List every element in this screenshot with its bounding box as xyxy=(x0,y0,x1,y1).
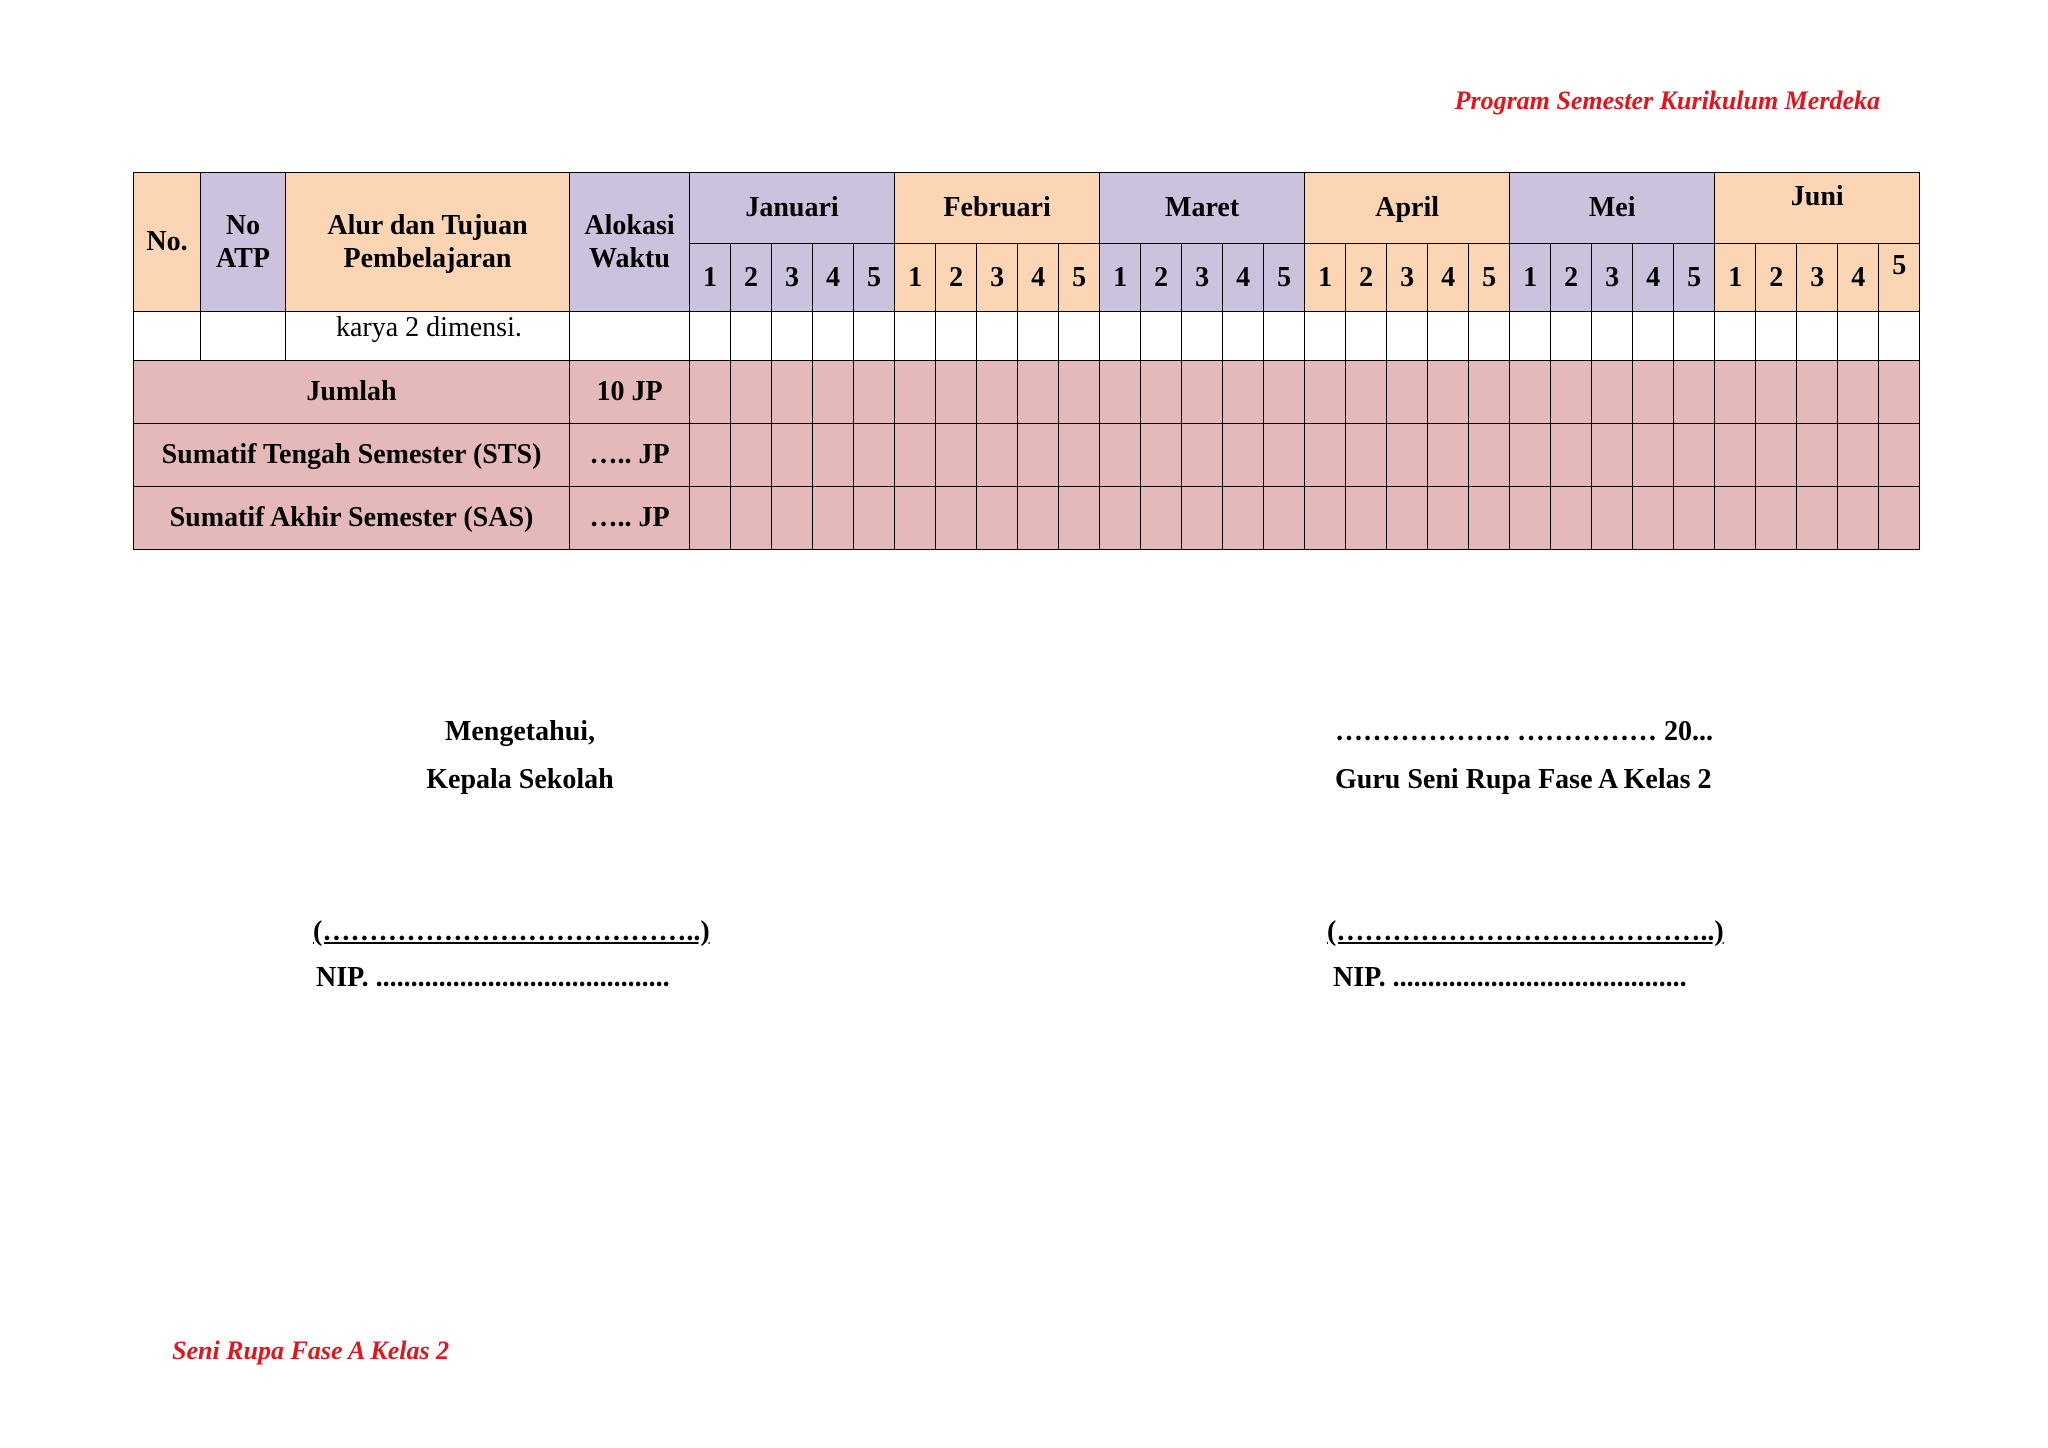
week-mei-1: 1 xyxy=(1510,244,1551,312)
signature-left-name: (…………………………………..) xyxy=(313,916,710,947)
data-week-cell xyxy=(1346,312,1387,361)
header-no: No. xyxy=(134,173,201,312)
week-januari-2: 2 xyxy=(731,244,772,312)
sts-week-cell xyxy=(772,424,813,487)
jumlah-week-cell xyxy=(1264,361,1305,424)
jumlah-week-cell xyxy=(854,361,895,424)
jumlah-week-cell xyxy=(1387,361,1428,424)
week-juni-2: 2 xyxy=(1756,244,1797,312)
jumlah-week-cell xyxy=(1838,361,1879,424)
signature-right-role: Guru Seni Rupa Fase A Kelas 2 xyxy=(1335,764,1712,795)
data-week-cell xyxy=(1100,312,1141,361)
sts-week-cell xyxy=(1551,424,1592,487)
sts-week-cell xyxy=(1510,424,1551,487)
jumlah-week-cell xyxy=(1879,361,1920,424)
sts-week-cell xyxy=(1141,424,1182,487)
sas-week-cell xyxy=(854,487,895,550)
data-week-cell xyxy=(1141,312,1182,361)
sts-week-cell xyxy=(1592,424,1633,487)
sts-week-cell xyxy=(1100,424,1141,487)
jumlah-week-cell xyxy=(1346,361,1387,424)
jumlah-week-cell xyxy=(1797,361,1838,424)
jumlah-week-cell xyxy=(1182,361,1223,424)
signature-left-caption: Mengetahui, xyxy=(444,716,596,747)
week-maret-1: 1 xyxy=(1100,244,1141,312)
sas-week-cell xyxy=(1346,487,1387,550)
week-april-4: 4 xyxy=(1428,244,1469,312)
semester-program-table xyxy=(133,172,1920,550)
data-week-cell xyxy=(1633,312,1674,361)
data-week-cell xyxy=(1551,312,1592,361)
header-alur-tujuan xyxy=(286,173,570,312)
sas-week-cell xyxy=(977,487,1018,550)
data-week-cell xyxy=(813,312,854,361)
jumlah-week-cell xyxy=(1633,361,1674,424)
jumlah-week-cell xyxy=(936,361,977,424)
jumlah-week-cell xyxy=(813,361,854,424)
jumlah-week-cell xyxy=(1756,361,1797,424)
data-week-cell xyxy=(1428,312,1469,361)
sts-week-cell xyxy=(1264,424,1305,487)
sts-week-cell xyxy=(1428,424,1469,487)
jumlah-week-cell xyxy=(1715,361,1756,424)
document-footer-title: Seni Rupa Fase A Kelas 2 xyxy=(172,1336,450,1365)
jumlah-week-cell xyxy=(772,361,813,424)
document-header-title: Program Semester Kurikulum Merdeka xyxy=(1454,86,1880,115)
jumlah-week-cell xyxy=(977,361,1018,424)
week-februari-4: 4 xyxy=(1018,244,1059,312)
jumlah-week-cell xyxy=(1305,361,1346,424)
sas-week-cell xyxy=(1264,487,1305,550)
header-no-atp-line2: ATP xyxy=(216,243,270,274)
data-week-cell xyxy=(731,312,772,361)
week-april-1: 1 xyxy=(1305,244,1346,312)
sas-week-cell xyxy=(1428,487,1469,550)
week-februari-5: 5 xyxy=(1059,244,1100,312)
data-week-cell xyxy=(1715,312,1756,361)
header-no-atp-line1: No xyxy=(225,210,261,241)
week-juni-5: 5 xyxy=(1879,244,1920,312)
data-week-cell xyxy=(1592,312,1633,361)
sas-week-cell xyxy=(1551,487,1592,550)
signature-right-date: ………………. …………… 20... xyxy=(1335,716,1713,747)
week-januari-1: 1 xyxy=(690,244,731,312)
sas-week-cell xyxy=(1223,487,1264,550)
week-juni-3: 3 xyxy=(1797,244,1838,312)
month-februari: Februari xyxy=(895,173,1100,244)
data-week-cell xyxy=(1182,312,1223,361)
data-week-cell xyxy=(1469,312,1510,361)
sts-week-cell xyxy=(1797,424,1838,487)
signature-left-role: Kepala Sekolah xyxy=(426,764,614,795)
week-april-2: 2 xyxy=(1346,244,1387,312)
week-maret-5: 5 xyxy=(1264,244,1305,312)
sas-week-cell xyxy=(1592,487,1633,550)
data-week-cell xyxy=(977,312,1018,361)
data-week-cell xyxy=(772,312,813,361)
signature-left-nip: NIP. .......................................... xyxy=(316,962,670,993)
data-week-cell xyxy=(1756,312,1797,361)
data-week-cell xyxy=(1305,312,1346,361)
sas-week-cell xyxy=(895,487,936,550)
sts-label: Sumatif Tengah Semester (STS) xyxy=(134,424,570,487)
data-week-cell xyxy=(1838,312,1879,361)
sts-week-cell xyxy=(1469,424,1510,487)
sas-week-cell xyxy=(731,487,772,550)
sts-week-cell xyxy=(1756,424,1797,487)
month-mei: Mei xyxy=(1510,173,1715,244)
sts-week-cell xyxy=(854,424,895,487)
data-week-cell xyxy=(895,312,936,361)
sas-week-cell xyxy=(1674,487,1715,550)
jumlah-week-cell xyxy=(690,361,731,424)
sts-week-cell xyxy=(1059,424,1100,487)
sts-week-cell xyxy=(1346,424,1387,487)
sas-week-cell xyxy=(1305,487,1346,550)
data-week-cell xyxy=(1510,312,1551,361)
sas-week-cell xyxy=(1838,487,1879,550)
jumlah-week-cell xyxy=(1141,361,1182,424)
sas-value: ….. JP xyxy=(570,487,690,550)
sts-week-cell xyxy=(1715,424,1756,487)
sas-week-cell xyxy=(1059,487,1100,550)
week-maret-4: 4 xyxy=(1223,244,1264,312)
sas-week-cell xyxy=(1715,487,1756,550)
sts-week-cell xyxy=(1305,424,1346,487)
jumlah-week-cell xyxy=(1469,361,1510,424)
week-februari-2: 2 xyxy=(936,244,977,312)
jumlah-week-cell xyxy=(1018,361,1059,424)
sts-week-cell xyxy=(1879,424,1920,487)
jumlah-week-cell xyxy=(731,361,772,424)
data-week-cell xyxy=(1223,312,1264,361)
sts-week-cell xyxy=(1387,424,1428,487)
cell-alur-text: karya 2 dimensi. xyxy=(286,312,570,361)
week-januari-4: 4 xyxy=(813,244,854,312)
jumlah-label: Jumlah xyxy=(134,361,570,424)
month-maret: Maret xyxy=(1100,173,1305,244)
week-april-5: 5 xyxy=(1469,244,1510,312)
jumlah-week-cell xyxy=(1100,361,1141,424)
sts-value: ….. JP xyxy=(570,424,690,487)
sas-week-cell xyxy=(1633,487,1674,550)
cell-alokasi xyxy=(570,312,690,361)
sts-week-cell xyxy=(1674,424,1715,487)
jumlah-week-cell xyxy=(1059,361,1100,424)
sts-week-cell xyxy=(936,424,977,487)
sas-week-cell xyxy=(1018,487,1059,550)
header-alokasi-line2: Waktu xyxy=(589,243,670,274)
week-mei-2: 2 xyxy=(1551,244,1592,312)
week-mei-4: 4 xyxy=(1633,244,1674,312)
week-januari-3: 3 xyxy=(772,244,813,312)
sas-week-cell xyxy=(1756,487,1797,550)
week-maret-2: 2 xyxy=(1141,244,1182,312)
month-juni: Juni xyxy=(1715,173,1920,244)
sts-week-cell xyxy=(690,424,731,487)
jumlah-value: 10 JP xyxy=(570,361,690,424)
jumlah-week-cell xyxy=(1428,361,1469,424)
week-juni-4: 4 xyxy=(1838,244,1879,312)
jumlah-week-cell xyxy=(895,361,936,424)
cell-no-atp xyxy=(201,312,286,361)
data-week-cell xyxy=(1797,312,1838,361)
sts-week-cell xyxy=(1838,424,1879,487)
data-week-cell xyxy=(1018,312,1059,361)
jumlah-week-cell xyxy=(1551,361,1592,424)
sas-week-cell xyxy=(1510,487,1551,550)
cell-no xyxy=(134,312,201,361)
header-alur-line1: Alur dan Tujuan xyxy=(327,210,528,241)
week-mei-3: 3 xyxy=(1592,244,1633,312)
sas-week-cell xyxy=(813,487,854,550)
data-week-cell xyxy=(1059,312,1100,361)
sts-week-cell xyxy=(1018,424,1059,487)
data-week-cell xyxy=(854,312,895,361)
header-alur-line2: Pembelajaran xyxy=(343,243,512,274)
sas-week-cell xyxy=(1879,487,1920,550)
week-mei-5: 5 xyxy=(1674,244,1715,312)
month-januari: Januari xyxy=(690,173,895,244)
sts-week-cell xyxy=(1633,424,1674,487)
data-week-cell xyxy=(1387,312,1428,361)
sas-week-cell xyxy=(1387,487,1428,550)
week-februari-3: 3 xyxy=(977,244,1018,312)
week-maret-3: 3 xyxy=(1182,244,1223,312)
month-april: April xyxy=(1305,173,1510,244)
sts-week-cell xyxy=(731,424,772,487)
week-juni-1: 1 xyxy=(1715,244,1756,312)
sas-week-cell xyxy=(1182,487,1223,550)
header-alokasi-line1: Alokasi xyxy=(584,210,675,241)
jumlah-week-cell xyxy=(1510,361,1551,424)
header-no-atp xyxy=(201,173,286,312)
signature-right-nip: NIP. .......................................... xyxy=(1333,962,1687,993)
data-week-cell xyxy=(1674,312,1715,361)
sts-week-cell xyxy=(1223,424,1264,487)
sas-week-cell xyxy=(1469,487,1510,550)
sts-week-cell xyxy=(977,424,1018,487)
jumlah-week-cell xyxy=(1674,361,1715,424)
sts-week-cell xyxy=(895,424,936,487)
week-januari-5: 5 xyxy=(854,244,895,312)
data-week-cell xyxy=(1879,312,1920,361)
sas-label: Sumatif Akhir Semester (SAS) xyxy=(134,487,570,550)
signature-right-name: (…………………………………..) xyxy=(1327,916,1724,947)
sts-week-cell xyxy=(813,424,854,487)
data-week-cell xyxy=(1264,312,1305,361)
sas-week-cell xyxy=(690,487,731,550)
jumlah-week-cell xyxy=(1223,361,1264,424)
data-week-cell xyxy=(936,312,977,361)
sts-week-cell xyxy=(1182,424,1223,487)
sas-week-cell xyxy=(1141,487,1182,550)
week-april-3: 3 xyxy=(1387,244,1428,312)
header-alokasi-waktu xyxy=(570,173,690,312)
sas-week-cell xyxy=(1797,487,1838,550)
sas-week-cell xyxy=(936,487,977,550)
week-februari-1: 1 xyxy=(895,244,936,312)
sas-week-cell xyxy=(772,487,813,550)
jumlah-week-cell xyxy=(1592,361,1633,424)
data-week-cell xyxy=(690,312,731,361)
sas-week-cell xyxy=(1100,487,1141,550)
